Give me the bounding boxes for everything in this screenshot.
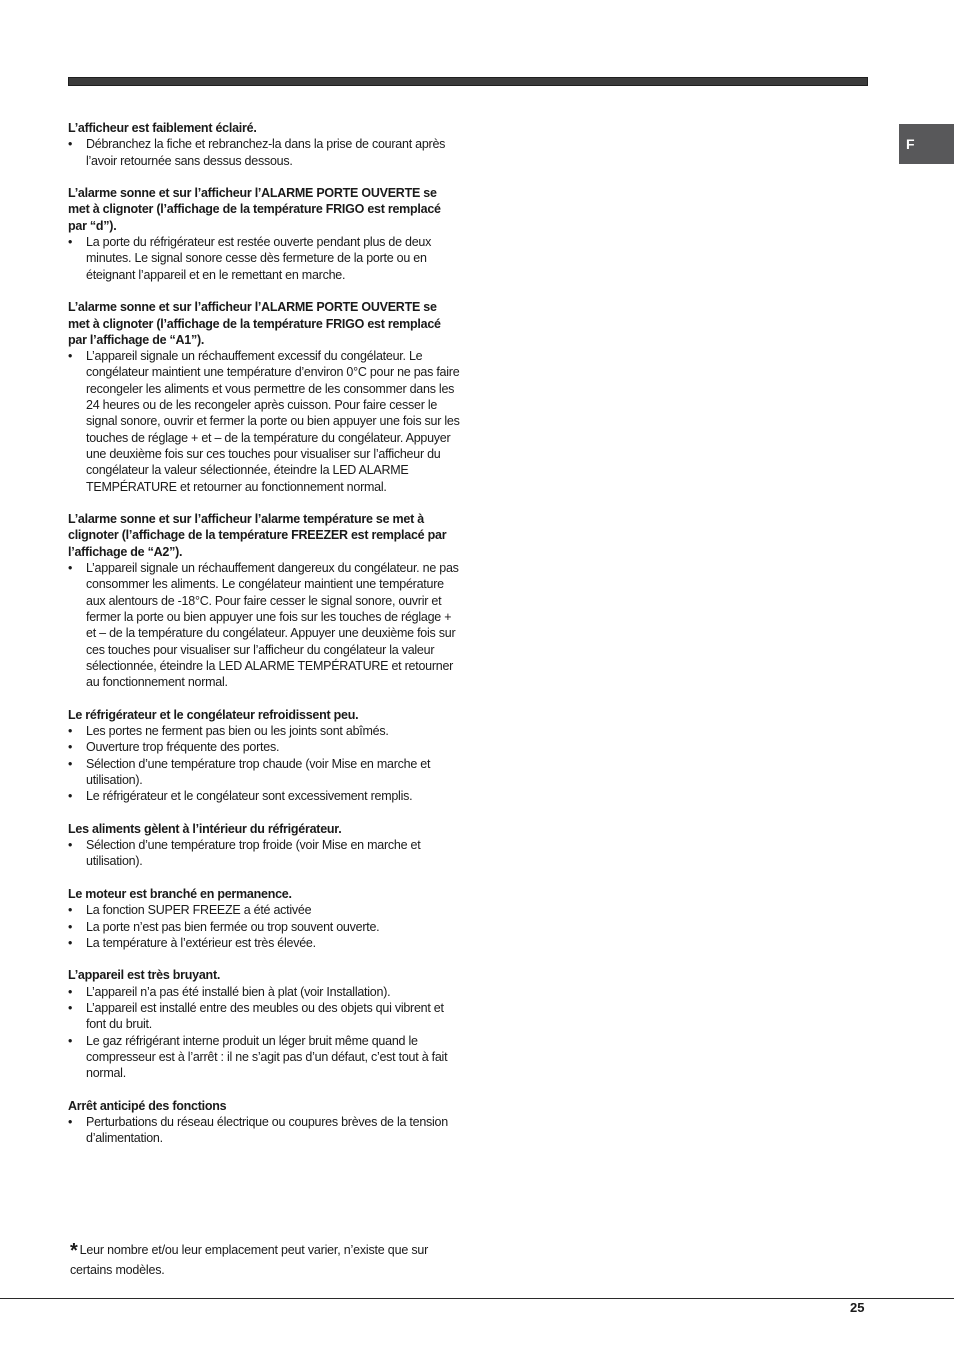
page-number: 25: [850, 1300, 865, 1315]
list-item: • Les portes ne ferment pas bien ou les joints sont abîmés.: [68, 723, 460, 739]
footnote-text: Leur nombre et/ou leur emplacement peut varier, n’existe que sur certains modèles.: [70, 1243, 429, 1277]
list-item: • Le gaz réfrigérant interne produit un léger bruit même quand le compresseur est à l’arrêt : il ne s’agit pas d’un défaut, c’est tout à fait normal.: [68, 1033, 460, 1082]
troubleshooting-section: [68, 821, 460, 870]
footnote: [70, 1241, 462, 1280]
header-bar: [68, 77, 868, 86]
bullet-list: [68, 560, 460, 690]
section-heading: L’appareil est très bruyant.: [68, 968, 221, 983]
footnote-asterisk: *: [70, 1240, 78, 1262]
section-heading: L’alarme sonne et sur l’afficheur l’ALARME PORTE OUVERTE se met à clignoter (l’affichage de la température FRIGO est remplacé par “d”).: [68, 186, 441, 233]
troubleshooting-section: [68, 299, 460, 495]
bullet-list: [68, 837, 460, 870]
troubleshooting-section: [68, 511, 460, 690]
list-item: • L’appareil est installé entre des meubles ou des objets qui vibrent et font du bruit.: [68, 1000, 460, 1033]
bullet-list: [68, 902, 460, 951]
section-heading: L’afficheur est faiblement éclairé.: [68, 121, 257, 135]
troubleshooting-section: [68, 185, 460, 283]
section-heading: L’alarme sonne et sur l’afficheur l’alarme température se met à clignoter (l’affichage de la température FREEZER est remplacé par l’affichage de “A2”).: [68, 512, 447, 559]
list-item: • L’appareil signale un réchauffement excessif du congélateur. Le congélateur maintient une température d’environ 0°C pour ne pas faire recongeler les aliments et vous permettre de les consommer dans les 24 heures ou de les recongeler après cuisson. Pour faire cesser le signal sonore, ouvrir et fermer la porte ou bien appuyer une fois sur les touches de réglage + et – de la température du congélateur. Appuyer une deuxième fois sur ces touches pour visualiser sur l’afficheur du congélateur la valeur sélectionnée, éteindre la LED ALARME TEMPÉRATURE et retourner au fonctionnement normal.: [68, 348, 460, 495]
troubleshooting-section: [68, 886, 460, 951]
section-heading: Le réfrigérateur et le congélateur refroidissent peu.: [68, 707, 359, 722]
troubleshooting-section: [68, 707, 460, 805]
bullet-list: [68, 1114, 460, 1147]
bullet-list: [68, 348, 460, 495]
troubleshooting-content: [68, 120, 460, 1163]
bullet-list: [68, 136, 460, 169]
bullet-list: [68, 984, 460, 1082]
section-heading: L’alarme sonne et sur l’afficheur l’ALARME PORTE OUVERTE se met à clignoter (l’affichage de la température FRIGO est remplacé par l’affichage de “A1”).: [68, 300, 441, 347]
troubleshooting-section: [68, 967, 460, 1081]
bullet-list: [68, 234, 460, 283]
section-heading: Arrêt anticipé des fonctions: [68, 1098, 227, 1113]
troubleshooting-section: [68, 1098, 460, 1147]
troubleshooting-section: [68, 120, 460, 169]
list-item: • Débranchez la fiche et rebranchez-la dans la prise de courant après l’avoir retournée sans dessus dessous.: [68, 136, 460, 169]
list-item: • L’appareil signale un réchauffement dangereux du congélateur. ne pas consommer les aliments. Le congélateur maintient une température aux alentours de -18°C. Pour faire cesser le signal sonore, ouvrir et fermer la porte ou bien appuyer une fois sur les touches de réglage + et – de la température du congélateur. Appuyer une deuxième fois sur ces touches pour visualiser sur l’afficheur du congélateur la valeur sélectionnée, éteindre la LED ALARME TEMPÉRATURE et retourner au fonctionnement normal.: [68, 560, 460, 690]
list-item: • Le réfrigérateur et le congélateur sont excessivement remplis.: [68, 788, 460, 804]
list-item: • La porte n’est pas bien fermée ou trop souvent ouverte.: [68, 919, 460, 935]
language-tab: F: [899, 124, 954, 164]
list-item: • La fonction SUPER FREEZE a été activée: [68, 902, 460, 918]
list-item: • L’appareil n’a pas été installé bien à plat (voir Installation).: [68, 984, 460, 1000]
bullet-list: [68, 723, 460, 804]
list-item: • Ouverture trop fréquente des portes.: [68, 739, 460, 755]
list-item: • Sélection d’une température trop froide (voir Mise en marche et utilisation).: [68, 837, 460, 870]
list-item: • La porte du réfrigérateur est restée ouverte pendant plus de deux minutes. Le signal sonore cesse dès fermeture de la porte ou en éteignant l’appareil et en le remettant en marche.: [68, 234, 460, 283]
list-item: • Perturbations du réseau électrique ou coupures brèves de la tension d’alimentation.: [68, 1114, 460, 1147]
footer-rule: [0, 1298, 954, 1299]
section-heading: Le moteur est branché en permanence.: [68, 886, 292, 901]
list-item: • La température à l’extérieur est très élevée.: [68, 935, 460, 951]
list-item: • Sélection d’une température trop chaude (voir Mise en marche et utilisation).: [68, 756, 460, 789]
section-heading: Les aliments gèlent à l’intérieur du réfrigérateur.: [68, 821, 342, 836]
